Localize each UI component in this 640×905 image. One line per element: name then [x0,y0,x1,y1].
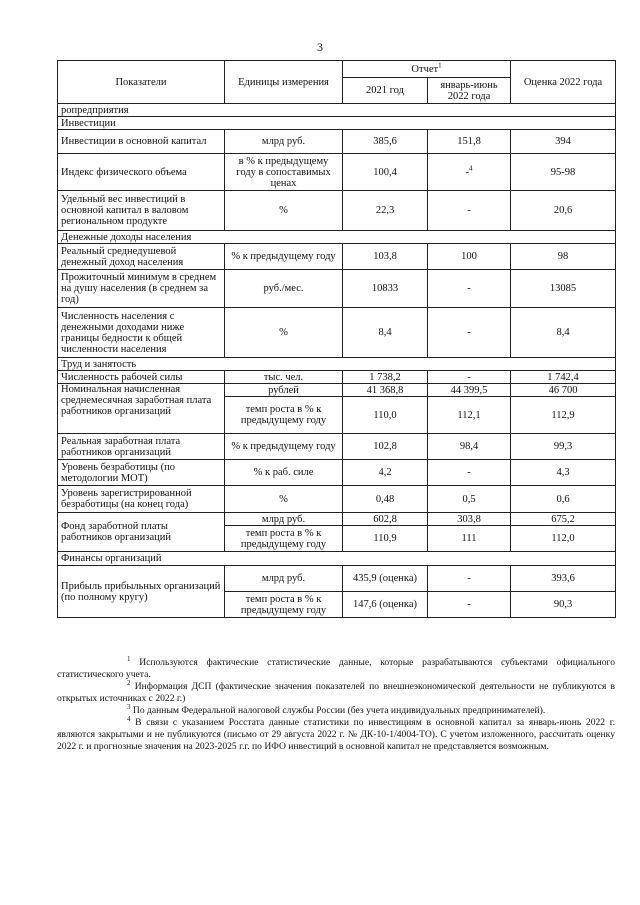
value-2021: 0,48 [343,486,428,513]
value-jan-jun: 100 [428,244,511,270]
value-2021: 435,9 (оценка) [343,566,428,592]
value-jan-jun: 111 [428,526,511,552]
value-2021: 22,3 [343,191,428,231]
value-jan-jun: - [428,270,511,308]
section-row [58,552,616,566]
table-row [58,566,616,592]
value-estimate: 394 [511,130,616,154]
unit-cell: млрд руб. [225,566,343,592]
value-jan-jun: - [428,371,511,384]
indicator-label: Численность населения с денежными доходами ниже границы бедности к общей численности населения [58,308,225,358]
value-jan-jun: 0,5 [428,486,511,513]
unit-cell: рублей [225,384,343,397]
value-2021: 4,2 [343,460,428,486]
value-jan-jun: 98,4 [428,434,511,460]
footnote-3: $^3$ По данным Федеральной налоговой службы России (без учета индивидуальных предпринимателей). [127,702,546,716]
indicator-label: Прибыль прибыльных организаций (по полному кругу) [58,566,225,618]
footnote-ref: 2 [127,678,131,687]
value-2021: 110,0 [343,397,428,434]
indicator-label: Уровень безработицы (по методологии МОТ) [58,460,225,486]
value-estimate: 99,3 [511,434,616,460]
unit-cell: темп роста в % к предыдущему году [225,526,343,552]
value-estimate: 112,9 [511,397,616,434]
value-jan-jun: 151,8 [428,130,511,154]
value-2021: 8,4 [343,308,428,358]
unit-cell: млрд руб. [225,130,343,154]
value-2021: 602,8 [343,513,428,526]
header-indicators: Показатели [58,61,225,104]
value-2021: 41 368,8 [343,384,428,397]
value-estimate: 98 [511,244,616,270]
value-estimate: 8,4 [511,308,616,358]
value-estimate: 393,6 [511,566,616,592]
header-report: Отчет$^1$ [343,61,511,78]
value-2021: 385,6 [343,130,428,154]
table-row [58,104,616,117]
header-2021: 2021 год [343,78,428,104]
section-title: Труд и занятость [58,358,616,371]
indicator-label: Инвестиции в основной капитал [58,130,225,154]
value-estimate: 4,3 [511,460,616,486]
value-jan-jun: -$^4$ [428,154,511,191]
section-title: Инвестиции [58,117,616,130]
table-row [58,308,616,358]
section-row [58,231,616,244]
value-jan-jun: - [428,191,511,231]
footnote-ref: 1 [438,61,442,69]
footnote-1: $^1$ Используются фактические статистические данные, которые разрабатываются субъектами официального статистического учета. [57,654,615,680]
table-row [58,154,616,191]
value-estimate: 90,3 [511,592,616,618]
value-jan-jun: 303,8 [428,513,511,526]
value-jan-jun: - [428,308,511,358]
value-jan-jun: - [428,592,511,618]
value-2021: 100,4 [343,154,428,191]
footnote-ref: 1 [127,654,131,663]
indicator-label: Индекс физического объема [58,154,225,191]
unit-cell: руб./мес. [225,270,343,308]
indicator-label: Прожиточный минимум в среднем на душу населения (в среднем за год) [58,270,225,308]
value-jan-jun: 44 399,5 [428,384,511,397]
value-estimate: 0,6 [511,486,616,513]
indicator-label: Фонд заработной платы работников организаций [58,513,225,552]
table-row [58,191,616,231]
value-2021: 10833 [343,270,428,308]
unit-cell: % к предыдущему году [225,434,343,460]
unit-cell: тыс. чел. [225,371,343,384]
value-estimate: 112,0 [511,526,616,552]
value-2021: 1 738,2 [343,371,428,384]
indicator-label: Номинальная начисленная среднемесячная заработная плата работников организаций [58,384,225,434]
table-row [58,371,616,384]
unit-cell: % к предыдущему году [225,244,343,270]
cut-row-text: ропредприятия [58,104,616,117]
table-row [58,434,616,460]
footnotes [57,654,615,753]
indicator-label: Реальная заработная плата работников организаций [58,434,225,460]
table-row [58,130,616,154]
unit-cell: млрд руб. [225,513,343,526]
value-estimate: 675,2 [511,513,616,526]
indicator-label: Уровень зарегистрированной безработицы (на конец года) [58,486,225,513]
header-estimate-2022: Оценка 2022 года [511,61,616,104]
value-estimate: 20,6 [511,191,616,231]
table-row [58,513,616,526]
value-2021: 103,8 [343,244,428,270]
unit-cell: темп роста в % к предыдущему году [225,592,343,618]
section-title: Финансы организаций [58,552,616,566]
section-row [58,358,616,371]
unit-cell: в % к предыдущему году в сопоставимых ценах [225,154,343,191]
footnote-2: $^2$ Информация ДСП (фактические значения показателей по внешнеэкономической деятельности не публикуются в открытых источниках с 2022 г.) [57,678,615,704]
unit-cell: % к раб. силе [225,460,343,486]
table-row [58,270,616,308]
unit-cell: темп роста в % к предыдущему году [225,397,343,434]
indicator-label: Численность рабочей силы [58,371,225,384]
value-2021: 110,9 [343,526,428,552]
unit-cell: % [225,308,343,358]
value-estimate: 46 700 [511,384,616,397]
value-2021: 102,8 [343,434,428,460]
table-row [58,384,616,397]
unit-cell: % [225,191,343,231]
indicators-table [57,60,616,618]
value-estimate: 13085 [511,270,616,308]
value-2021: 147,6 (оценка) [343,592,428,618]
header-jan-jun-2022: январь-июнь 2022 года [428,78,511,104]
value-estimate: 95-98 [511,154,616,191]
value-estimate: 1 742,4 [511,371,616,384]
footnote-ref: 3 [127,702,131,711]
value-jan-jun: - [428,566,511,592]
indicator-label: Реальный среднедушевой денежный доход населения [58,244,225,270]
value-jan-jun: 112,1 [428,397,511,434]
footnote-4: $^4$ В связи с указанием Росстата данные статистики по инвестициям в основной капитал за январь-июнь 2022 г. являются закрытыми и не публикуются (письмо от 29 августа 2022 г. № ДК-10-1/4004-ТО). С учетом изложенного, рассчитать оценку 2022 г. и прогнозные значения на 2023-2025 г.г. по ИФО инвестиций в основной капитал не представляется возможным. [57,714,615,752]
table-row [58,460,616,486]
unit-cell: % [225,486,343,513]
indicator-label: Удельный вес инвестиций в основной капитал в валовом региональном продукте [58,191,225,231]
section-title: Денежные доходы населения [58,231,616,244]
footnote-ref: 4 [469,164,473,172]
page-number: 3 [317,40,323,54]
footnote-ref: 4 [127,714,131,723]
section-row [58,117,616,130]
table-row [58,486,616,513]
value-jan-jun: - [428,460,511,486]
header-units: Единицы измерения [225,61,343,104]
table-row [58,244,616,270]
